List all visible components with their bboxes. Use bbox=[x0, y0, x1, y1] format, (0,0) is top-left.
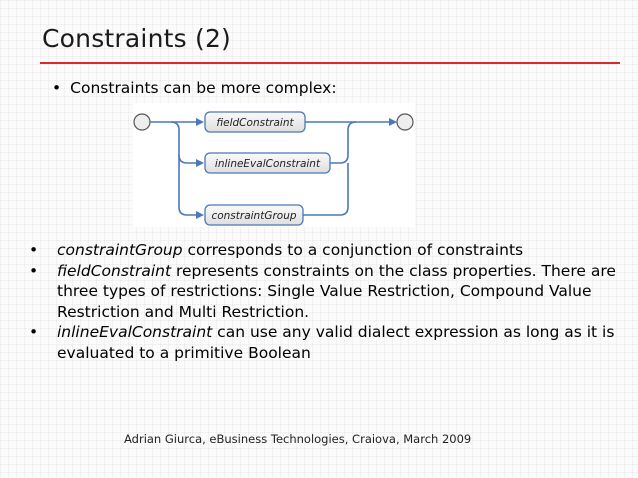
title-underline bbox=[40, 62, 620, 64]
bullet-term: constraintGroup bbox=[57, 241, 183, 259]
start-node bbox=[134, 114, 150, 130]
railroad-diagram bbox=[133, 103, 415, 227]
bullet-icon: • bbox=[29, 323, 39, 341]
slide-footer: Adrian Giurca, eBusiness Technologies, Craiova, March 2009 bbox=[124, 432, 472, 446]
railroad-diagram-svg bbox=[133, 103, 415, 227]
end-node bbox=[397, 114, 413, 130]
bullet-term: inlineEvalConstraint bbox=[57, 323, 213, 341]
bullet-list bbox=[26, 240, 626, 363]
intro-line bbox=[52, 79, 337, 97]
diagram-box-label: fieldConstraint bbox=[216, 117, 294, 129]
diagram-box-fieldconstraint bbox=[205, 112, 305, 132]
bullet-term: fieldConstraint bbox=[57, 261, 172, 280]
bullet-text: represents constraints on the class properties. There are three types of restrictions: Single Value Restriction, Compound Value Restriction and Multi Restriction. bbox=[57, 261, 616, 321]
bullet-text: corresponds to a conjunction of constraints bbox=[182, 241, 524, 259]
bullet-icon: • bbox=[52, 79, 62, 97]
intro-text: Constraints can be more complex: bbox=[70, 79, 337, 97]
bullet-icon: • bbox=[29, 261, 39, 280]
bullet-item-constraintgroup bbox=[26, 240, 626, 261]
bullet-text: can use any valid dialect expression as long as it is evaluated to a primitive Boolean bbox=[57, 323, 615, 362]
diagram-box-label: constraintGroup bbox=[211, 210, 297, 222]
diagram-box-inlineevalconstraint bbox=[205, 153, 330, 173]
diagram-box-label: inlineEvalConstraint bbox=[214, 158, 321, 170]
bullet-item-inlineevalconstraint bbox=[26, 322, 626, 363]
slide-title: Constraints (2) bbox=[42, 24, 231, 53]
diagram-box-constraintgroup bbox=[205, 205, 303, 225]
bullet-item-fieldconstraint bbox=[26, 261, 626, 323]
bullet-icon: • bbox=[29, 241, 39, 259]
